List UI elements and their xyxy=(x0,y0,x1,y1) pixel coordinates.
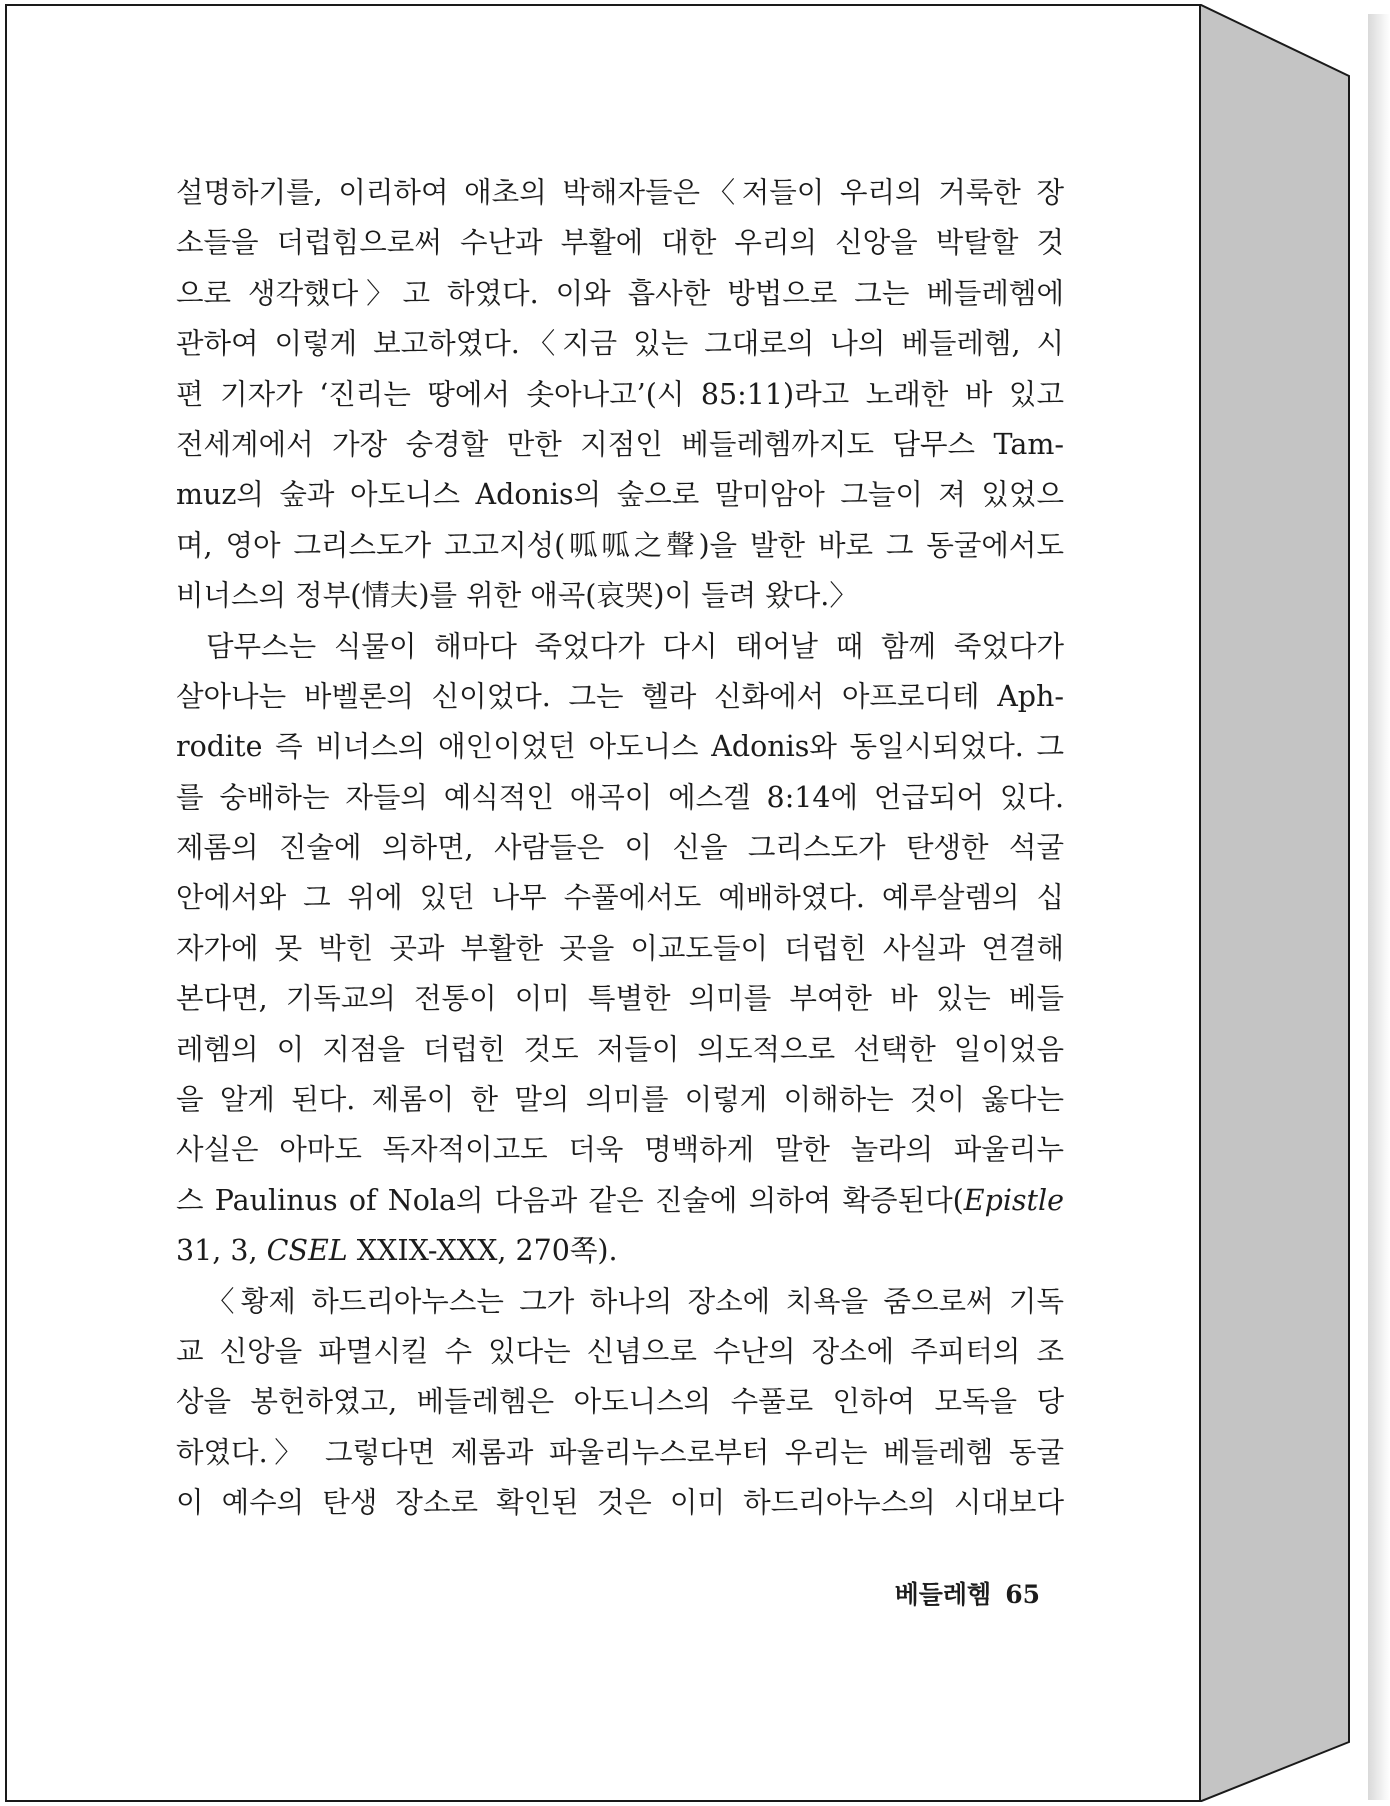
drop-shadow xyxy=(1368,14,1390,1800)
text-line: 상을 봉헌하였고, 베들레헴은 아도니스의 수풀로 인하여 모독을 당 xyxy=(176,1385,1064,1419)
text-line: 편 기자가 ‘진리는 땅에서 솟아나고’(시 85:11)라고 노래한 바 있고 xyxy=(176,377,1064,411)
text-line: rodite 즉 비너스의 애인이었던 아도니스 Adonis와 동일시되었다. 그 xyxy=(176,730,1064,764)
text-line: 자가에 못 박힌 곳과 부활한 곳을 이교도들이 더럽힌 사실과 연결해 xyxy=(176,931,1064,965)
page-footer xyxy=(880,1575,1040,1611)
text-line: 이 예수의 탄생 장소로 확인된 것은 이미 하드리아누스의 시대보다 xyxy=(176,1486,1064,1520)
text-line: 설명하기를, 이리하여 애초의 박해자들은〈저들이 우리의 거룩한 장 xyxy=(176,176,1064,209)
text-line: 비너스의 정부(情夫)를 위한 애곡(哀哭)이 들려 왔다.〉 xyxy=(176,579,858,613)
text-line: 레헴의 이 지점을 더럽힌 것도 저들이 의도적으로 선택한 일이었음 xyxy=(176,1032,1064,1066)
citation-rest: XXIX-XXX, 270쪽). xyxy=(347,1234,618,1268)
text-line: muz의 숲과 아도니스 Adonis의 숲으로 말미암아 그늘이 져 있었으 xyxy=(176,478,1064,512)
page-number: 65 xyxy=(1005,1580,1040,1609)
text-line: 살아나는 바벨론의 신이었다. 그는 헬라 신화에서 아프로디테 Aph- xyxy=(176,679,1064,713)
text-line: 를 숭배하는 자들의 예식적인 애곡이 에스겔 8:14에 언급되어 있다. xyxy=(176,780,1064,814)
body-text xyxy=(176,168,1064,1529)
text-line: 담무스는 식물이 해마다 죽었다가 다시 태어날 때 함께 죽었다가 xyxy=(206,629,1064,663)
text-line: 사실은 아마도 독자적이고도 더욱 명백하게 말한 놀라의 파울리누 xyxy=(176,1133,1064,1167)
text-line: 전세계에서 가장 숭경할 만한 지점인 베들레헴까지도 담무스 Tam- xyxy=(176,427,1064,461)
text-line: 하였다.〉 그렇다면 제롬과 파울리누스로부터 우리는 베들레헴 동굴 xyxy=(176,1435,1064,1469)
text-line: 〈황제 하드리아누스는 그가 하나의 장소에 치욕을 줌으로써 기독 xyxy=(206,1284,1064,1318)
citation-text: 스 Paulinus of Nola의 다음과 같은 진술에 의하여 확증된다( xyxy=(176,1183,964,1217)
citation-csel: CSEL xyxy=(266,1234,348,1268)
text-line: 며, 영아 그리스도가 고고지성(呱呱之聲)을 발한 바로 그 동굴에서도 xyxy=(176,528,1064,562)
text-line: 관하여 이렇게 보고하였다.〈지금 있는 그대로의 나의 베들레헴, 시 xyxy=(176,327,1064,361)
text-line: 본다면, 기독교의 전통이 이미 특별한 의미를 부여한 바 있는 베들 xyxy=(176,982,1064,1016)
text-line: 을 알게 된다. 제롬이 한 말의 의미를 이렇게 이해하는 것이 옳다는 xyxy=(176,1083,1064,1117)
text-line: 소들을 더럽힘으로써 수난과 부활에 대한 우리의 신앙을 박탈할 것 xyxy=(176,226,1064,260)
running-head: 베들레헴 xyxy=(894,1580,992,1609)
text-line: 으로 생각했다〉고 하였다. 이와 흡사한 방법으로 그는 베들레헴에 xyxy=(176,276,1064,310)
text-line-citation-end xyxy=(176,1226,1064,1276)
text-line: 안에서와 그 위에 있던 나무 수풀에서도 예배하였다. 예루살렘의 십 xyxy=(176,881,1064,915)
citation-epistle: Epistle xyxy=(963,1183,1064,1217)
text-line-citation xyxy=(176,1176,1064,1226)
book-side-edge xyxy=(1199,4,1369,1802)
text-line: 제롬의 진술에 의하면, 사람들은 이 신을 그리스도가 탄생한 석굴 xyxy=(176,831,1064,865)
text-line: 교 신앙을 파멸시킬 수 있다는 신념으로 수난의 장소에 주피터의 조 xyxy=(176,1334,1064,1368)
citation-number: 31, 3, xyxy=(176,1234,267,1268)
